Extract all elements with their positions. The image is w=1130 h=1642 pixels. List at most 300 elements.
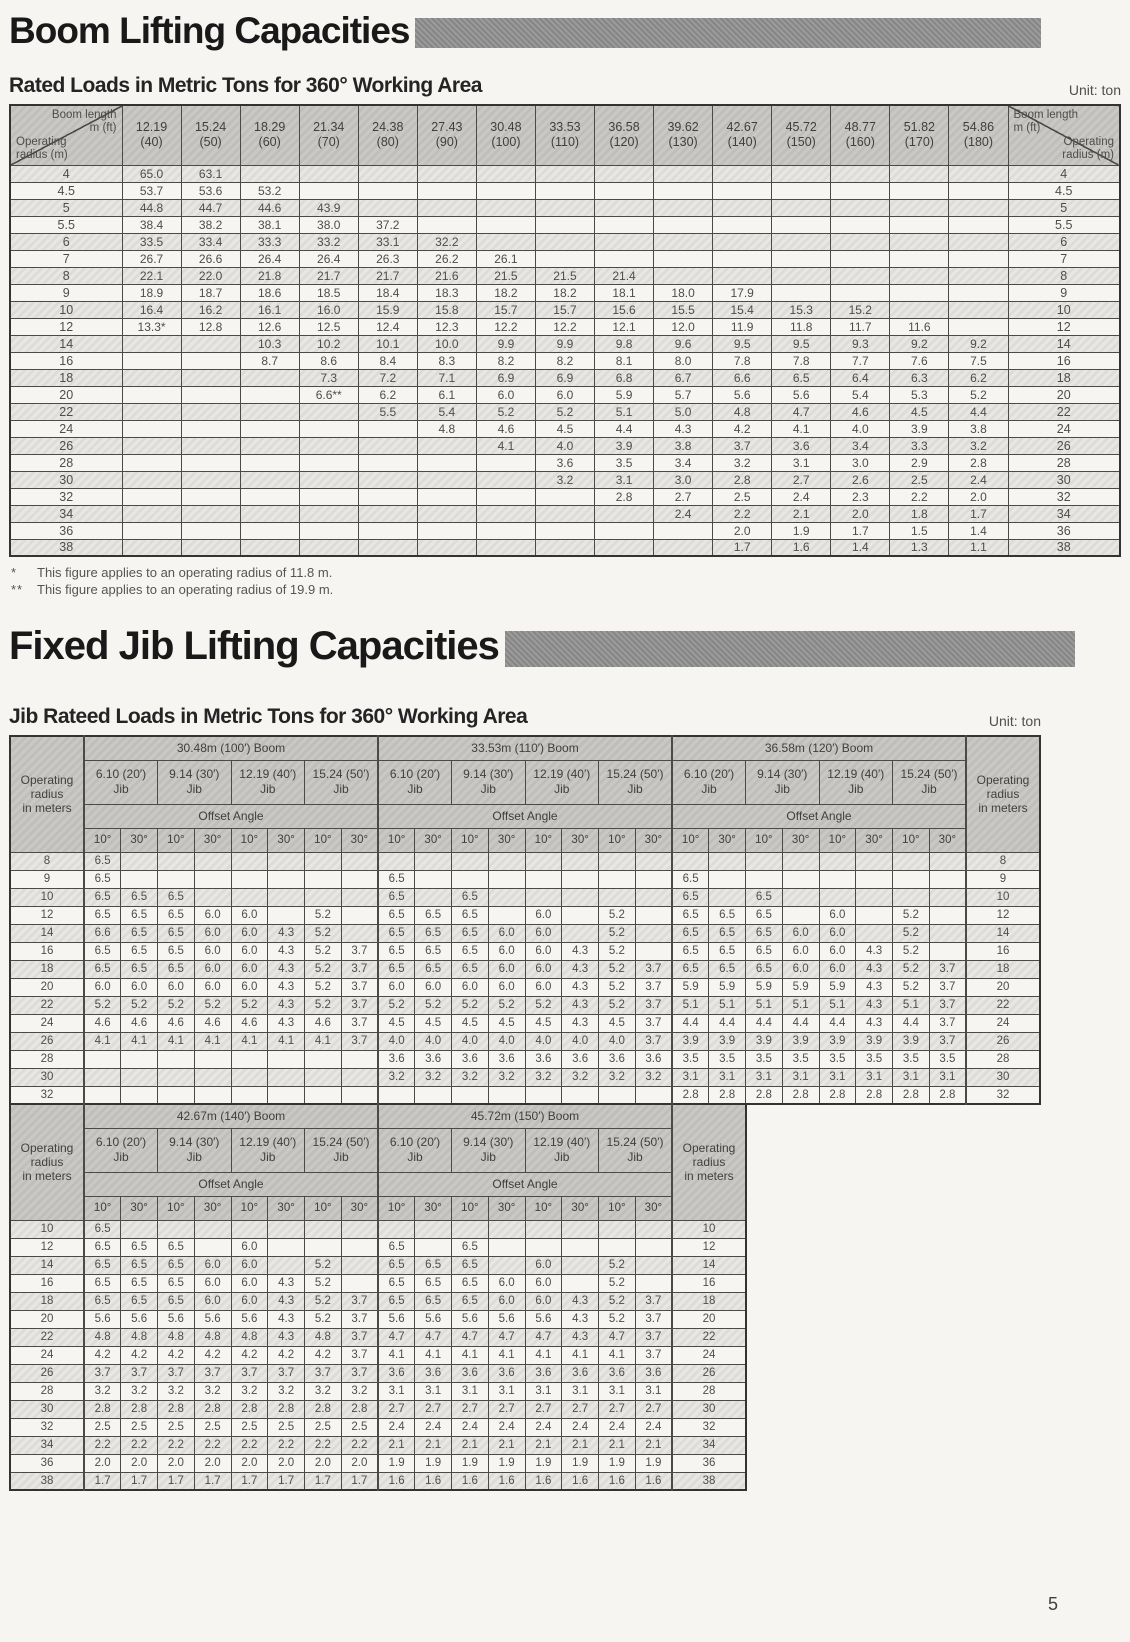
capacity-cell — [122, 335, 181, 352]
capacity-cell: 5.2 — [305, 960, 342, 978]
capacity-cell: 2.8 — [709, 1086, 746, 1104]
capacity-cell — [240, 403, 299, 420]
boom-section-header — [9, 10, 1121, 52]
capacity-cell: 3.7 — [341, 1328, 378, 1346]
capacity-cell: 3.1 — [893, 1068, 930, 1086]
capacity-cell: 6.5 — [378, 870, 415, 888]
capacity-cell — [84, 1068, 121, 1086]
boom-length-column-header: 36.58 (120) — [595, 105, 654, 165]
jib-table-row — [10, 1068, 1040, 1086]
capacity-cell — [831, 182, 890, 199]
operating-radius-cell: 12 — [1008, 318, 1120, 335]
capacity-cell — [268, 870, 305, 888]
capacity-cell: 1.6 — [562, 1472, 599, 1490]
capacity-cell — [654, 250, 713, 267]
capacity-cell: 6.0 — [158, 978, 195, 996]
operating-radius-cell: 36 — [1008, 522, 1120, 539]
capacity-cell — [893, 852, 930, 870]
capacity-cell — [713, 182, 772, 199]
capacity-cell: 1.9 — [488, 1454, 525, 1472]
capacity-cell: 3.1 — [599, 1382, 636, 1400]
jib-table-row — [10, 996, 1040, 1014]
capacity-cell: 10.0 — [417, 335, 476, 352]
capacity-cell: 5.9 — [782, 978, 819, 996]
jib-subtitle-row — [9, 705, 1041, 729]
capacity-cell — [240, 165, 299, 182]
capacity-cell: 15.7 — [535, 301, 594, 318]
capacity-cell: 12.3 — [417, 318, 476, 335]
capacity-cell: 4.3 — [268, 942, 305, 960]
jib-section-header — [9, 624, 1121, 669]
capacity-cell: 6.5 — [84, 888, 121, 906]
capacity-cell: 5.2 — [305, 906, 342, 924]
capacity-cell: 6.1 — [417, 386, 476, 403]
capacity-cell: 4.1 — [231, 1032, 268, 1050]
boom-table-row — [10, 386, 1120, 403]
offset-angle-value-header: 30° — [415, 1196, 452, 1220]
capacity-cell — [299, 420, 358, 437]
capacity-cell: 6.0 — [525, 1274, 562, 1292]
capacity-cell: 2.2 — [194, 1436, 231, 1454]
boom-length-group-header: 30.48m (100′) Boom — [84, 736, 378, 760]
offset-angle-value-header: 30° — [709, 828, 746, 852]
operating-radius-cell: 20 — [10, 978, 84, 996]
capacity-cell — [341, 1274, 378, 1292]
capacity-cell — [929, 888, 966, 906]
capacity-cell: 2.2 — [158, 1436, 195, 1454]
operating-radius-cell: 10 — [10, 888, 84, 906]
boom-table-row — [10, 267, 1120, 284]
capacity-cell: 26.4 — [240, 250, 299, 267]
capacity-cell — [831, 233, 890, 250]
boom-length-column-header: 27.43 (90) — [417, 105, 476, 165]
capacity-cell — [890, 165, 949, 182]
capacity-cell: 6.5 — [672, 906, 709, 924]
capacity-cell: 2.1 — [562, 1436, 599, 1454]
capacity-cell: 6.0 — [782, 960, 819, 978]
capacity-cell: 2.0 — [341, 1454, 378, 1472]
capacity-cell: 18.5 — [299, 284, 358, 301]
capacity-cell — [358, 539, 417, 556]
capacity-cell: 6.0 — [194, 924, 231, 942]
operating-radius-cell: 6 — [1008, 233, 1120, 250]
capacity-cell: 15.9 — [358, 301, 417, 318]
capacity-cell: 3.6 — [525, 1364, 562, 1382]
operating-radius-column-header: Operating radius in meters — [672, 1104, 746, 1220]
capacity-cell: 6.5 — [378, 960, 415, 978]
capacity-cell: 43.9 — [299, 199, 358, 216]
capacity-cell — [890, 301, 949, 318]
capacity-cell: 16.4 — [122, 301, 181, 318]
capacity-cell: 6.9 — [535, 369, 594, 386]
capacity-cell: 5.1 — [672, 996, 709, 1014]
capacity-cell: 2.8 — [194, 1400, 231, 1418]
capacity-cell: 1.9 — [599, 1454, 636, 1472]
operating-radius-cell: 16 — [10, 942, 84, 960]
capacity-cell: 4.0 — [831, 420, 890, 437]
capacity-cell: 2.8 — [121, 1400, 158, 1418]
capacity-cell: 6.0 — [525, 924, 562, 942]
operating-radius-cell: 26 — [10, 437, 122, 454]
capacity-cell: 26.2 — [417, 250, 476, 267]
capacity-cell: 18.3 — [417, 284, 476, 301]
capacity-cell — [240, 454, 299, 471]
capacity-cell: 6.5 — [452, 888, 489, 906]
capacity-cell — [305, 1086, 342, 1104]
capacity-cell: 3.1 — [672, 1068, 709, 1086]
capacity-cell: 3.2 — [158, 1382, 195, 1400]
capacity-cell — [299, 437, 358, 454]
capacity-cell: 3.7 — [635, 1346, 672, 1364]
capacity-cell: 1.6 — [635, 1472, 672, 1490]
capacity-cell: 4.6 — [158, 1014, 195, 1032]
capacity-cell: 4.6 — [121, 1014, 158, 1032]
capacity-cell: 6.0 — [525, 960, 562, 978]
capacity-cell: 4.2 — [194, 1346, 231, 1364]
capacity-cell — [890, 267, 949, 284]
capacity-cell: 2.8 — [746, 1086, 783, 1104]
operating-radius-cell: 36 — [672, 1454, 746, 1472]
capacity-cell: 6.5 — [746, 888, 783, 906]
capacity-cell: 32.2 — [417, 233, 476, 250]
capacity-cell: 3.6 — [635, 1050, 672, 1068]
capacity-cell: 4.8 — [84, 1328, 121, 1346]
capacity-cell — [595, 216, 654, 233]
capacity-cell: 21.6 — [417, 267, 476, 284]
boom-length-group-header: 36.58m (120′) Boom — [672, 736, 966, 760]
boom-length-column-header: 24.38 (80) — [358, 105, 417, 165]
operating-radius-cell: 18 — [10, 369, 122, 386]
capacity-cell — [949, 301, 1008, 318]
capacity-cell: 6.5 — [158, 924, 195, 942]
operating-radius-cell: 38 — [672, 1472, 746, 1490]
capacity-cell: 18.2 — [476, 284, 535, 301]
capacity-cell: 6.0 — [488, 1274, 525, 1292]
capacity-cell: 6.0 — [231, 1256, 268, 1274]
capacity-cell: 6.0 — [535, 386, 594, 403]
capacity-cell — [417, 437, 476, 454]
offset-angle-value-header: 10° — [599, 828, 636, 852]
capacity-cell — [746, 870, 783, 888]
capacity-cell — [654, 199, 713, 216]
capacity-cell: 3.6 — [635, 1364, 672, 1382]
capacity-cell — [890, 216, 949, 233]
capacity-cell: 4.0 — [452, 1032, 489, 1050]
capacity-cell — [341, 1220, 378, 1238]
capacity-cell: 9.2 — [949, 335, 1008, 352]
capacity-cell: 4.3 — [268, 1310, 305, 1328]
capacity-cell: 4.7 — [452, 1328, 489, 1346]
jib-table-row — [10, 924, 1040, 942]
capacity-cell: 4.3 — [856, 1014, 893, 1032]
capacity-cell: 2.4 — [488, 1418, 525, 1436]
capacity-cell: 18.6 — [240, 284, 299, 301]
boom-length-group-header: 45.72m (150′) Boom — [378, 1104, 672, 1128]
capacity-cell: 6.0 — [488, 942, 525, 960]
capacity-cell: 2.5 — [890, 471, 949, 488]
boom-table-row — [10, 522, 1120, 539]
capacity-cell — [240, 386, 299, 403]
capacity-cell: 6.5 — [746, 960, 783, 978]
capacity-cell: 6.5 — [121, 1274, 158, 1292]
capacity-cell: 4.7 — [378, 1328, 415, 1346]
capacity-cell: 7.8 — [713, 352, 772, 369]
capacity-cell — [231, 1086, 268, 1104]
capacity-cell: 4.8 — [121, 1328, 158, 1346]
capacity-cell: 2.1 — [635, 1436, 672, 1454]
jib-table-row — [10, 1364, 746, 1382]
capacity-cell: 6.5 — [452, 1256, 489, 1274]
capacity-cell: 7.6 — [890, 352, 949, 369]
capacity-cell: 3.5 — [782, 1050, 819, 1068]
capacity-cell: 5.9 — [746, 978, 783, 996]
capacity-cell: 6.5 — [746, 924, 783, 942]
jib-table-row — [10, 1014, 1040, 1032]
operating-radius-cell: 22 — [966, 996, 1040, 1014]
offset-angle-value-header: 30° — [268, 828, 305, 852]
capacity-cell: 6.0 — [476, 386, 535, 403]
capacity-cell: 6.0 — [525, 906, 562, 924]
capacity-cell — [599, 1220, 636, 1238]
capacity-cell: 5.2 — [84, 996, 121, 1014]
capacity-cell: 6.0 — [819, 906, 856, 924]
capacity-cell: 6.5 — [415, 1274, 452, 1292]
jib-section-title: Fixed Jib Lifting Capacities — [9, 624, 499, 668]
capacity-cell: 6.5 — [672, 870, 709, 888]
capacity-cell: 3.9 — [890, 420, 949, 437]
capacity-cell — [358, 182, 417, 199]
corner-top-label: Boom length m (ft) — [51, 109, 117, 134]
capacity-cell: 3.1 — [595, 471, 654, 488]
jib-table-row — [10, 1346, 746, 1364]
capacity-cell: 4.1 — [121, 1032, 158, 1050]
capacity-cell: 3.8 — [654, 437, 713, 454]
capacity-cell: 3.2 — [562, 1068, 599, 1086]
capacity-cell — [341, 1050, 378, 1068]
capacity-cell: 18.7 — [181, 284, 240, 301]
capacity-cell: 12.5 — [299, 318, 358, 335]
capacity-cell: 6.5 — [772, 369, 831, 386]
jib-length-header: 12.19 (40′) Jib — [231, 1128, 305, 1172]
capacity-cell: 2.1 — [772, 505, 831, 522]
capacity-cell: 2.4 — [415, 1418, 452, 1436]
capacity-cell — [194, 1220, 231, 1238]
capacity-cell: 6.0 — [782, 942, 819, 960]
footnotes — [11, 564, 1121, 598]
capacity-cell: 1.7 — [949, 505, 1008, 522]
jib-length-header: 6.10 (20′) Jib — [84, 760, 158, 804]
capacity-cell: 6.5 — [452, 1274, 489, 1292]
capacity-cell — [194, 1050, 231, 1068]
capacity-cell — [856, 852, 893, 870]
capacity-cell — [417, 539, 476, 556]
capacity-cell — [713, 267, 772, 284]
capacity-cell: 6.2 — [358, 386, 417, 403]
capacity-cell: 5.2 — [599, 924, 636, 942]
offset-angle-value-header: 10° — [231, 1196, 268, 1220]
operating-radius-cell: 28 — [1008, 454, 1120, 471]
capacity-cell — [417, 165, 476, 182]
capacity-cell — [525, 1086, 562, 1104]
capacity-cell — [929, 870, 966, 888]
capacity-cell: 4.2 — [158, 1346, 195, 1364]
capacity-cell: 2.8 — [782, 1086, 819, 1104]
capacity-cell: 9.5 — [772, 335, 831, 352]
boom-length-column-header: 18.29 (60) — [240, 105, 299, 165]
boom-table-row — [10, 165, 1120, 182]
jib-table-row — [10, 1292, 746, 1310]
capacity-cell: 1.9 — [525, 1454, 562, 1472]
offset-angle-value-header: 30° — [635, 828, 672, 852]
capacity-cell: 6.0 — [194, 1292, 231, 1310]
jib-length-header: 15.24 (50′) Jib — [599, 760, 673, 804]
capacity-cell: 6.5 — [415, 906, 452, 924]
capacity-cell — [772, 182, 831, 199]
capacity-cell — [158, 1068, 195, 1086]
capacity-cell: 6.5 — [121, 1256, 158, 1274]
capacity-cell — [122, 454, 181, 471]
operating-radius-cell: 26 — [10, 1364, 84, 1382]
capacity-cell — [595, 505, 654, 522]
offset-angle-value-header: 10° — [819, 828, 856, 852]
capacity-cell — [535, 182, 594, 199]
jib-length-header: 15.24 (50′) Jib — [893, 760, 967, 804]
capacity-cell: 18.1 — [595, 284, 654, 301]
capacity-cell: 5.2 — [893, 906, 930, 924]
capacity-cell: 6.5 — [84, 870, 121, 888]
capacity-cell: 8.2 — [476, 352, 535, 369]
capacity-cell: 7.7 — [831, 352, 890, 369]
capacity-cell: 6.0 — [84, 978, 121, 996]
capacity-cell: 6.0 — [231, 924, 268, 942]
capacity-cell: 6.5 — [378, 888, 415, 906]
capacity-cell: 6.0 — [782, 924, 819, 942]
capacity-cell: 3.6 — [488, 1364, 525, 1382]
capacity-cell: 4.0 — [525, 1032, 562, 1050]
capacity-cell: 2.7 — [772, 471, 831, 488]
capacity-cell: 6.5 — [378, 1292, 415, 1310]
capacity-cell: 2.2 — [84, 1436, 121, 1454]
capacity-cell: 3.7 — [635, 1014, 672, 1032]
capacity-cell: 3.5 — [672, 1050, 709, 1068]
capacity-cell: 6.5 — [158, 906, 195, 924]
capacity-cell — [240, 437, 299, 454]
capacity-cell — [476, 454, 535, 471]
capacity-cell: 5.3 — [890, 386, 949, 403]
capacity-cell: 5.2 — [893, 942, 930, 960]
capacity-cell: 1.6 — [378, 1472, 415, 1490]
capacity-cell: 6.5 — [378, 1274, 415, 1292]
footnote-marker: * — [11, 565, 18, 580]
jib-length-header: 9.14 (30′) Jib — [158, 1128, 232, 1172]
capacity-cell: 8.3 — [417, 352, 476, 369]
capacity-cell: 53.2 — [240, 182, 299, 199]
capacity-cell — [240, 471, 299, 488]
capacity-cell — [415, 870, 452, 888]
boom-length-column-header: 45.72 (150) — [772, 105, 831, 165]
boom-length-column-header: 42.67 (140) — [713, 105, 772, 165]
capacity-cell: 5.2 — [194, 996, 231, 1014]
capacity-cell — [378, 1220, 415, 1238]
capacity-cell: 4.3 — [562, 996, 599, 1014]
operating-radius-cell: 9 — [966, 870, 1040, 888]
offset-angle-value-header: 30° — [562, 1196, 599, 1220]
capacity-cell — [121, 852, 158, 870]
capacity-cell: 1.9 — [562, 1454, 599, 1472]
operating-radius-cell: 20 — [1008, 386, 1120, 403]
capacity-cell: 5.1 — [709, 996, 746, 1014]
capacity-cell: 3.1 — [415, 1382, 452, 1400]
capacity-cell — [121, 870, 158, 888]
capacity-cell — [599, 852, 636, 870]
capacity-cell — [595, 165, 654, 182]
capacity-cell: 2.5 — [84, 1418, 121, 1436]
capacity-cell — [562, 1086, 599, 1104]
capacity-cell: 18.0 — [654, 284, 713, 301]
capacity-cell — [299, 403, 358, 420]
capacity-cell — [299, 522, 358, 539]
boom-section-title: Boom Lifting Capacities — [9, 10, 410, 51]
capacity-cell: 3.1 — [746, 1068, 783, 1086]
operating-radius-cell: 38 — [10, 539, 122, 556]
capacity-cell — [890, 182, 949, 199]
capacity-cell: 5.2 — [305, 1310, 342, 1328]
jib-length-header: 15.24 (50′) Jib — [599, 1128, 673, 1172]
capacity-cell — [535, 199, 594, 216]
operating-radius-cell: 30 — [1008, 471, 1120, 488]
capacity-cell: 4.3 — [856, 942, 893, 960]
capacity-cell: 3.6 — [525, 1050, 562, 1068]
jib-length-header: 9.14 (30′) Jib — [746, 760, 820, 804]
operating-radius-cell: 8 — [1008, 267, 1120, 284]
capacity-cell: 4.1 — [525, 1346, 562, 1364]
capacity-cell: 5.2 — [121, 996, 158, 1014]
jib-table-row — [10, 1274, 746, 1292]
jib-table-row — [10, 1454, 746, 1472]
capacity-cell — [535, 522, 594, 539]
capacity-cell: 4.6 — [231, 1014, 268, 1032]
capacity-cell — [488, 1256, 525, 1274]
capacity-cell: 3.6 — [415, 1364, 452, 1382]
capacity-cell: 1.4 — [949, 522, 1008, 539]
capacity-cell — [231, 1220, 268, 1238]
capacity-cell — [181, 420, 240, 437]
capacity-cell: 5.2 — [378, 996, 415, 1014]
capacity-cell — [476, 505, 535, 522]
capacity-cell — [488, 870, 525, 888]
capacity-cell — [599, 870, 636, 888]
capacity-cell: 5.6 — [772, 386, 831, 403]
corner-bottom-label: Operating radius (m) — [1062, 135, 1114, 161]
capacity-cell: 53.7 — [122, 182, 181, 199]
capacity-cell: 6.5 — [672, 888, 709, 906]
capacity-cell: 4.7 — [599, 1328, 636, 1346]
capacity-cell — [929, 942, 966, 960]
capacity-cell: 2.0 — [158, 1454, 195, 1472]
capacity-cell: 6.5 — [158, 960, 195, 978]
offset-angle-value-header: 30° — [415, 828, 452, 852]
capacity-cell: 6.5 — [672, 942, 709, 960]
capacity-cell: 21.5 — [476, 267, 535, 284]
capacity-cell: 6.5 — [158, 1238, 195, 1256]
capacity-cell: 5.1 — [746, 996, 783, 1014]
capacity-cell — [782, 870, 819, 888]
jib-table-row — [10, 1382, 746, 1400]
capacity-cell: 4.3 — [562, 1292, 599, 1310]
capacity-cell: 6.0 — [194, 906, 231, 924]
capacity-cell: 4.1 — [488, 1346, 525, 1364]
capacity-cell: 9.3 — [831, 335, 890, 352]
